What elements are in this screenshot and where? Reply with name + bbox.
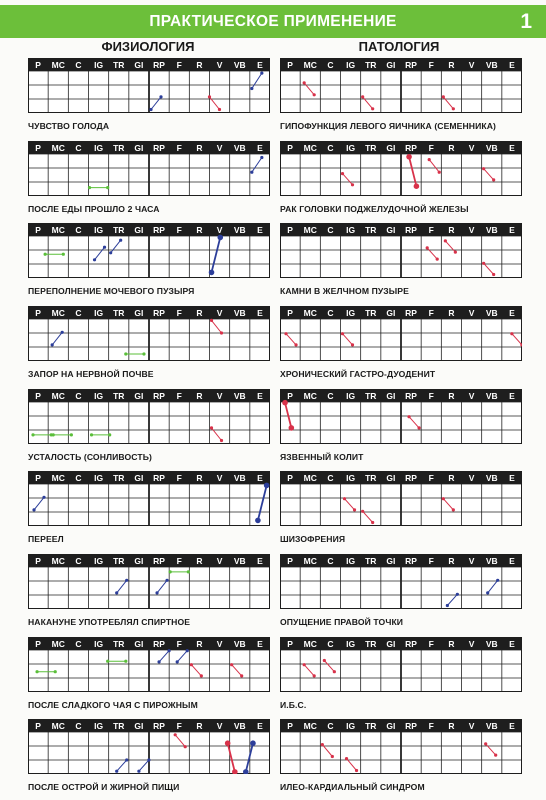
column-label: C <box>327 639 334 649</box>
column-label: GI <box>134 721 144 731</box>
column-label: GI <box>134 143 144 153</box>
column-label: C <box>75 391 82 401</box>
column-label: IG <box>346 391 356 401</box>
meridian-grid <box>280 471 522 526</box>
column-label: P <box>287 143 293 153</box>
right-panel <box>280 554 522 627</box>
column-label: F <box>428 308 434 318</box>
column-label: P <box>35 143 41 153</box>
column-label: C <box>327 721 334 731</box>
column-label: IG <box>346 308 356 318</box>
column-label: R <box>448 721 455 731</box>
column-label: GI <box>386 225 396 235</box>
column-label: IG <box>346 143 356 153</box>
column-label: GI <box>386 639 396 649</box>
physiology-header: ФИЗИОЛОГИЯ <box>101 39 195 54</box>
column-label: RP <box>153 143 165 153</box>
right-panel <box>280 471 522 544</box>
column-label: MC <box>303 143 317 153</box>
column-label: R <box>196 473 203 483</box>
column-label: RP <box>405 391 417 401</box>
column-label: E <box>257 721 263 731</box>
column-label: C <box>327 391 334 401</box>
column-label: V <box>216 308 223 318</box>
column-label: C <box>75 473 82 483</box>
column-label: TR <box>365 143 377 153</box>
column-label: TR <box>113 308 125 318</box>
column-label: VB <box>485 143 498 153</box>
column-label: F <box>428 60 434 70</box>
column-label: P <box>35 639 41 649</box>
panel-caption: ПОСЛЕ ЕДЫ ПРОШЛО 2 ЧАСА <box>28 204 160 214</box>
right-panel <box>280 58 522 131</box>
column-label: IG <box>94 143 104 153</box>
column-label: RP <box>153 60 165 70</box>
column-label: P <box>35 225 41 235</box>
meridian-grid <box>280 141 522 196</box>
column-label: RP <box>405 473 417 483</box>
column-label: E <box>509 391 515 401</box>
column-label: RP <box>153 639 165 649</box>
column-label: RP <box>153 308 165 318</box>
column-label: IG <box>94 225 104 235</box>
column-label: P <box>35 391 41 401</box>
column-label: VB <box>485 225 498 235</box>
column-label: TR <box>365 391 377 401</box>
column-label: MC <box>303 60 317 70</box>
column-label: P <box>287 556 293 566</box>
column-label: IG <box>346 721 356 731</box>
column-label: RP <box>405 308 417 318</box>
column-label: RP <box>153 721 165 731</box>
column-label: TR <box>365 639 377 649</box>
column-label: F <box>176 308 182 318</box>
column-label: VB <box>485 473 498 483</box>
column-label: RP <box>153 556 165 566</box>
column-label: GI <box>386 721 396 731</box>
column-label: R <box>448 143 455 153</box>
column-label: TR <box>365 721 377 731</box>
column-label: IG <box>94 308 104 318</box>
column-label: GI <box>386 143 396 153</box>
left-panel <box>28 389 270 462</box>
column-label: GI <box>134 308 144 318</box>
column-label: V <box>216 60 223 70</box>
column-label: E <box>257 143 263 153</box>
column-label: F <box>428 225 434 235</box>
column-label: C <box>75 225 82 235</box>
column-label: P <box>35 556 41 566</box>
column-label: V <box>216 473 223 483</box>
column-label: IG <box>346 473 356 483</box>
column-label: P <box>35 60 41 70</box>
panel-caption: НАКАНУНЕ УПОТРЕБЛЯЛ СПИРТНОЕ <box>28 617 191 627</box>
column-label: MC <box>51 225 65 235</box>
column-label: MC <box>303 721 317 731</box>
left-panel <box>28 223 270 296</box>
right-panel <box>280 141 522 214</box>
column-label: R <box>196 556 203 566</box>
column-label: F <box>176 639 182 649</box>
column-label: V <box>468 556 475 566</box>
column-label: V <box>216 639 223 649</box>
column-label: VB <box>233 143 246 153</box>
column-label: C <box>327 556 334 566</box>
panel-caption: ЧУВСТВО ГОЛОДА <box>28 121 110 131</box>
column-label: TR <box>113 721 125 731</box>
column-label: P <box>287 308 293 318</box>
column-label: P <box>35 308 41 318</box>
column-label: F <box>428 721 434 731</box>
page-number: 1 <box>520 10 532 33</box>
column-label: E <box>509 225 515 235</box>
column-label: F <box>176 556 182 566</box>
column-label: V <box>468 143 475 153</box>
column-label: GI <box>386 556 396 566</box>
column-label: R <box>448 308 455 318</box>
panel-caption: ГИПОФУНКЦИЯ ЛЕВОГО ЯИЧНИКА (СЕМЕННИКА) <box>280 121 497 131</box>
column-label: R <box>196 391 203 401</box>
column-label: E <box>257 60 263 70</box>
panel-caption: ОПУЩЕНИЕ ПРАВОЙ ТОЧКИ <box>280 617 404 627</box>
column-label: VB <box>233 473 246 483</box>
column-label: R <box>196 721 203 731</box>
column-label: E <box>509 143 515 153</box>
column-label: RP <box>153 391 165 401</box>
column-label: RP <box>405 721 417 731</box>
column-label: RP <box>405 556 417 566</box>
column-label: RP <box>405 225 417 235</box>
column-label: P <box>35 721 41 731</box>
column-label: IG <box>94 60 104 70</box>
column-label: R <box>448 391 455 401</box>
column-label: C <box>75 721 82 731</box>
column-label: E <box>509 721 515 731</box>
column-label: VB <box>485 639 498 649</box>
column-label: RP <box>153 473 165 483</box>
right-panel <box>280 306 522 379</box>
column-label: MC <box>303 556 317 566</box>
column-label: P <box>287 473 293 483</box>
column-label: E <box>257 391 263 401</box>
right-panel <box>280 637 522 710</box>
column-label: VB <box>233 721 246 731</box>
column-label: TR <box>113 556 125 566</box>
title-banner <box>0 5 546 38</box>
column-label: E <box>509 60 515 70</box>
column-label: E <box>257 308 263 318</box>
column-label: C <box>327 60 334 70</box>
meridian-grid <box>28 554 270 609</box>
column-label: F <box>428 473 434 483</box>
panel-caption: ЗАПОР НА НЕРВНОЙ ПОЧВЕ <box>28 369 154 379</box>
column-label: TR <box>113 639 125 649</box>
column-label: GI <box>134 391 144 401</box>
column-label: RP <box>405 639 417 649</box>
column-label: VB <box>233 225 246 235</box>
panel-caption: ПОСЛЕ СЛАДКОГО ЧАЯ С ПИРОЖНЫМ <box>28 700 198 710</box>
column-label: V <box>468 308 475 318</box>
column-label: P <box>287 391 293 401</box>
column-label: P <box>287 60 293 70</box>
left-panel <box>28 306 270 379</box>
column-label: V <box>216 721 223 731</box>
column-label: MC <box>303 391 317 401</box>
column-label: P <box>35 473 41 483</box>
panel-caption: ЯЗВЕННЫЙ КОЛИТ <box>280 452 364 462</box>
panel-caption: РАК ГОЛОВКИ ПОДЖЕЛУДОЧНОЙ ЖЕЛЕЗЫ <box>280 204 469 214</box>
column-label: E <box>509 556 515 566</box>
column-label: R <box>196 639 203 649</box>
pathology-header: ПАТОЛОГИЯ <box>358 39 440 54</box>
panel-caption: ПЕРЕПОЛНЕНИЕ МОЧЕВОГО ПУЗЫРЯ <box>28 286 195 296</box>
column-label: TR <box>365 225 377 235</box>
column-label: F <box>176 60 182 70</box>
column-label: C <box>327 143 334 153</box>
column-label: F <box>176 225 182 235</box>
column-label: TR <box>113 391 125 401</box>
column-label: RP <box>405 143 417 153</box>
column-label: R <box>448 473 455 483</box>
column-label: C <box>75 556 82 566</box>
column-label: RP <box>405 60 417 70</box>
meridian-grid <box>280 719 522 774</box>
meridian-grid <box>280 306 522 361</box>
left-panel <box>28 554 270 627</box>
left-panel <box>28 58 270 131</box>
page-title: ПРАКТИЧЕСКОЕ ПРИМЕНЕНИЕ <box>149 13 397 30</box>
column-label: MC <box>303 639 317 649</box>
column-label: R <box>196 225 203 235</box>
column-label: GI <box>386 308 396 318</box>
column-label: GI <box>134 639 144 649</box>
column-label: R <box>196 60 203 70</box>
column-label: V <box>468 225 475 235</box>
column-label: VB <box>233 60 246 70</box>
column-label: R <box>448 60 455 70</box>
column-label: F <box>428 639 434 649</box>
column-label: VB <box>485 556 498 566</box>
meridian-grid <box>28 719 270 774</box>
column-label: TR <box>365 556 377 566</box>
column-label: C <box>75 143 82 153</box>
column-label: IG <box>346 60 356 70</box>
column-label: R <box>448 639 455 649</box>
column-label: V <box>468 60 475 70</box>
column-label: E <box>257 556 263 566</box>
column-label: F <box>176 391 182 401</box>
column-label: E <box>257 473 263 483</box>
column-label: TR <box>113 473 125 483</box>
column-label: VB <box>485 721 498 731</box>
column-label: F <box>176 143 182 153</box>
column-label: F <box>428 556 434 566</box>
column-label: V <box>468 391 475 401</box>
column-label: MC <box>51 721 65 731</box>
meridian-grid <box>280 58 522 113</box>
column-label: MC <box>303 473 317 483</box>
column-label: C <box>327 225 334 235</box>
column-label: RP <box>153 225 165 235</box>
column-label: C <box>75 308 82 318</box>
left-panel <box>28 141 270 214</box>
column-label: IG <box>346 556 356 566</box>
column-label: IG <box>94 391 104 401</box>
column-label: VB <box>233 308 246 318</box>
column-label: F <box>176 473 182 483</box>
column-label: GI <box>386 60 396 70</box>
panel-caption: ХРОНИЧЕСКИЙ ГАСТРО-ДУОДЕНИТ <box>280 369 436 379</box>
column-label: IG <box>94 721 104 731</box>
panel-caption: КАМНИ В ЖЕЛЧНОМ ПУЗЫРЕ <box>280 286 409 296</box>
column-label: E <box>257 639 263 649</box>
column-label: MC <box>51 556 65 566</box>
column-label: R <box>448 225 455 235</box>
column-label: P <box>287 639 293 649</box>
column-label: P <box>287 225 293 235</box>
column-label: V <box>468 473 475 483</box>
meridian-grid <box>28 58 270 113</box>
column-label: TR <box>365 60 377 70</box>
column-label: E <box>257 225 263 235</box>
column-label: F <box>176 721 182 731</box>
column-label: MC <box>303 225 317 235</box>
column-label: GI <box>134 473 144 483</box>
meridian-grid <box>28 471 270 526</box>
panel-caption: ПЕРЕЕЛ <box>28 534 64 544</box>
column-label: IG <box>94 473 104 483</box>
column-label: V <box>216 391 223 401</box>
column-label: R <box>448 556 455 566</box>
right-panel <box>280 719 522 792</box>
column-label: C <box>75 639 82 649</box>
column-label: TR <box>365 308 377 318</box>
column-label: MC <box>303 308 317 318</box>
column-label: E <box>509 473 515 483</box>
panel-caption: УСТАЛОСТЬ (СОНЛИВОСТЬ) <box>28 452 152 462</box>
panel-caption: ПОСЛЕ ОСТРОЙ И ЖИРНОЙ ПИЩИ <box>28 782 180 792</box>
meridian-grid <box>28 306 270 361</box>
column-label: TR <box>113 143 125 153</box>
column-label: MC <box>51 391 65 401</box>
column-label: VB <box>233 556 246 566</box>
column-label: VB <box>233 391 246 401</box>
column-label: V <box>216 556 223 566</box>
column-label: C <box>327 308 334 318</box>
column-label: VB <box>485 60 498 70</box>
meridian-grid <box>28 223 270 278</box>
column-label: IG <box>346 639 356 649</box>
column-label: E <box>509 639 515 649</box>
column-label: C <box>327 473 334 483</box>
right-panel <box>280 389 522 462</box>
column-label: MC <box>51 639 65 649</box>
column-label: E <box>509 308 515 318</box>
left-panel <box>28 719 270 792</box>
column-label: GI <box>134 556 144 566</box>
column-label: IG <box>94 639 104 649</box>
meridian-grid <box>280 637 522 692</box>
column-label: P <box>287 721 293 731</box>
column-label: V <box>216 225 223 235</box>
column-label: TR <box>365 473 377 483</box>
column-label: MC <box>51 308 65 318</box>
left-panel <box>28 471 270 544</box>
column-label: VB <box>485 391 498 401</box>
meridian-grid <box>28 141 270 196</box>
column-label: F <box>428 391 434 401</box>
column-label: V <box>468 639 475 649</box>
panel-caption: ИЛЕО-КАРДИАЛЬНЫЙ СИНДРОМ <box>280 782 425 792</box>
column-label: GI <box>386 391 396 401</box>
column-label: MC <box>51 143 65 153</box>
column-label: F <box>428 143 434 153</box>
meridian-grid <box>28 637 270 692</box>
column-label: R <box>196 308 203 318</box>
panel-caption: И.Б.С. <box>280 700 307 710</box>
column-label: GI <box>134 225 144 235</box>
meridian-grid <box>280 554 522 609</box>
column-label: IG <box>346 225 356 235</box>
column-label: MC <box>51 473 65 483</box>
right-panel <box>280 223 522 296</box>
panel-caption: ШИЗОФРЕНИЯ <box>280 534 346 544</box>
left-panel <box>28 637 270 710</box>
column-label: V <box>216 143 223 153</box>
column-label: C <box>75 60 82 70</box>
column-label: VB <box>485 308 498 318</box>
column-label: R <box>196 143 203 153</box>
column-label: GI <box>134 60 144 70</box>
meridian-grid <box>28 389 270 444</box>
column-label: GI <box>386 473 396 483</box>
meridian-grid <box>280 389 522 444</box>
column-label: IG <box>94 556 104 566</box>
column-label: VB <box>233 639 246 649</box>
column-label: TR <box>113 60 125 70</box>
column-label: V <box>468 721 475 731</box>
column-label: TR <box>113 225 125 235</box>
column-label: MC <box>51 60 65 70</box>
meridian-grid <box>280 223 522 278</box>
